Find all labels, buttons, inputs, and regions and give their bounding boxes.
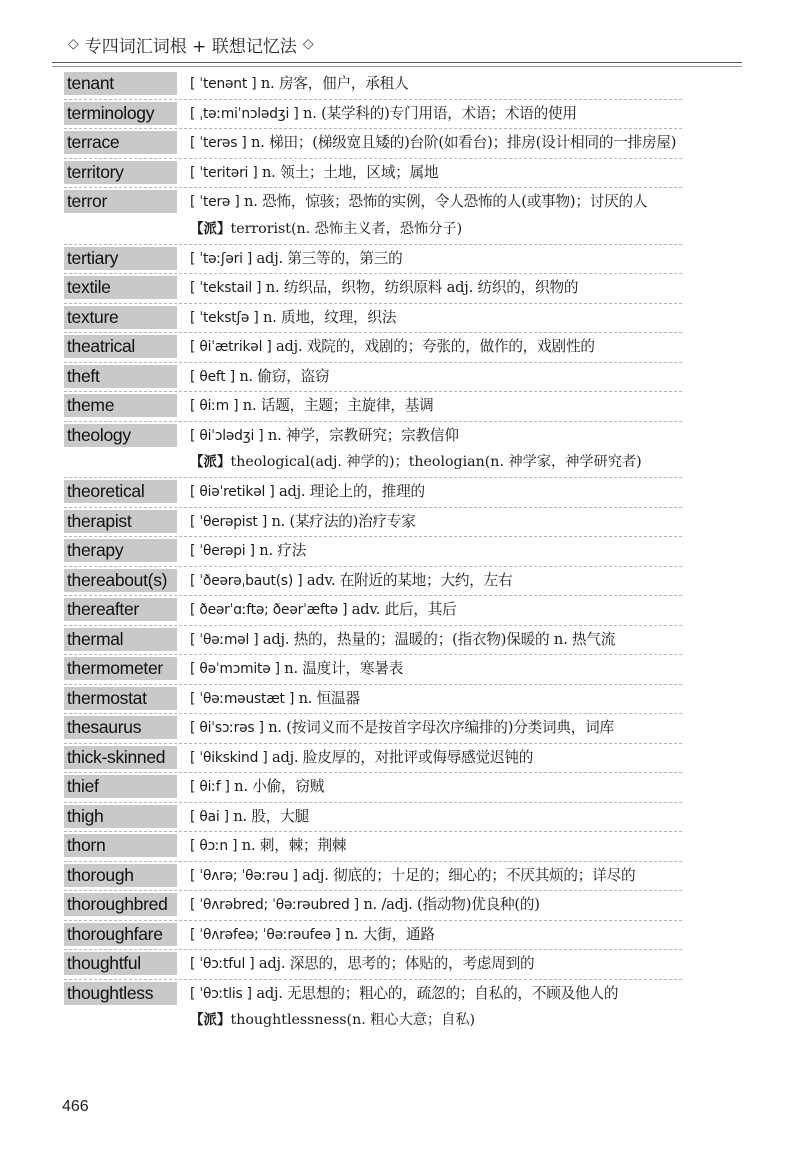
definition-text: n. 刺，棘；荆棘: [237, 837, 347, 854]
headword: thief: [64, 775, 177, 798]
definition-text: n. (某学科的)专门用语，术语；术语的使用: [298, 104, 577, 122]
definition-text: adj. 脸皮厚的，对批评或侮辱感觉迟钝的: [267, 748, 534, 766]
pronunciation: [ ˈtəːʃəri ]: [190, 250, 253, 267]
definition-text: adj. 第三等的，第三的: [252, 249, 403, 267]
definition: [190, 245, 682, 274]
headword: thereafter: [64, 598, 177, 621]
definition: [190, 100, 682, 129]
pronunciation: [ ˈtekstail ]: [190, 280, 262, 296]
definition-text: n. (按词义而不是按首字母次序编排的)分类词典，词库: [263, 719, 614, 736]
definition-text: adv. 此后，其后: [347, 601, 457, 618]
derivative-text: terrorist(n. 恐怖主义者，恐怖分子): [230, 220, 463, 237]
headword: thigh: [64, 805, 177, 828]
vocab-entry: [64, 773, 682, 803]
definition-text: n. 纺织品，织物，纺织原料 adj. 纺织的，织物的: [261, 279, 579, 296]
derivative-tag: 【派】: [190, 220, 231, 237]
vocab-entry: [64, 685, 682, 715]
definition: [190, 333, 682, 362]
pronunciation: [ ˈθɔːtlis ]: [190, 985, 252, 1002]
definition: [190, 921, 682, 950]
pronunciation: [ ˈθerəpi ]: [190, 543, 255, 559]
headword: terror: [64, 190, 177, 213]
vocab-entry: [64, 921, 682, 951]
definition: [190, 862, 682, 891]
headword: theme: [64, 394, 177, 417]
derivative-line: [190, 1008, 682, 1035]
definition: [190, 392, 682, 421]
vocab-entry: [64, 596, 682, 626]
headword: tertiary: [64, 247, 177, 270]
pronunciation: [ ˈθʌrəbred; ˈθəːrəubred ]: [190, 897, 359, 913]
pronunciation: [ ˈtekstʃə ]: [190, 309, 259, 326]
definition: [190, 188, 682, 217]
pronunciation: [ θɔːn ]: [190, 838, 238, 854]
derivative-text: theological(adj. 神学的)；theologian(n. 神学家，神学研究者): [230, 454, 642, 470]
headword: thoughtless: [64, 982, 177, 1005]
vocab-entry: [64, 803, 682, 833]
vocab-entry: [64, 862, 682, 892]
diamond-icon: ◇: [302, 36, 314, 52]
derivative-text: thoughtlessness(n. 粗心大意；自私): [230, 1012, 476, 1028]
definition: [190, 626, 682, 655]
pronunciation: [ θiˈætrikəl ]: [190, 339, 272, 355]
vocab-entry: [64, 392, 682, 422]
definition: [190, 714, 682, 743]
definition-text: n. 领土；土地，区域；属地: [257, 163, 439, 181]
headword: thoroughfare: [64, 923, 177, 946]
headword: thereabout(s): [64, 569, 177, 592]
pronunciation: [ θiːm ]: [190, 398, 239, 414]
pronunciation: [ ˈterə ]: [190, 194, 240, 210]
headword: theology: [64, 424, 177, 447]
pronunciation: [ ˈθɔːtful ]: [190, 956, 255, 972]
headword: territory: [64, 161, 177, 184]
vocab-entry: [64, 832, 682, 862]
definition: [190, 744, 682, 773]
definition: [190, 508, 682, 537]
pronunciation: [ θiˈsɔːrəs ]: [190, 720, 264, 736]
vocab-entry: [64, 537, 682, 567]
page-header: [62, 31, 742, 57]
vocab-entry: [64, 980, 682, 1036]
vocabulary-list: [64, 70, 682, 1035]
vocab-entry: [64, 188, 682, 245]
headword: textile: [64, 276, 177, 299]
vocab-entry: [64, 70, 682, 100]
definition-text: n. 温度计，寒暑表: [279, 660, 404, 677]
vocab-entry: [64, 159, 682, 189]
pronunciation: [ ˈðeərəˌbaut(s) ]: [190, 572, 303, 589]
definition-text: n. (某疗法的)治疗专家: [267, 512, 416, 530]
headword: tenant: [64, 72, 177, 95]
pronunciation: [ θeft ]: [190, 368, 235, 385]
vocab-entry: [64, 626, 682, 656]
headword: thesaurus: [64, 716, 177, 739]
definition-text: adj. 理论上的，推理的: [274, 483, 425, 500]
headword: terminology: [64, 102, 177, 125]
definition-text: n. 话题，主题；主旋律，基调: [238, 397, 434, 414]
vocab-entry: [64, 950, 682, 980]
header-rule: [52, 62, 742, 63]
definition: [190, 773, 682, 802]
definition-text: adj. 热的，热量的；温暖的；(指衣物)保暖的 n. 热气流: [258, 630, 616, 648]
headword: thoroughbred: [64, 893, 177, 916]
pronunciation: [ θiˈɔlədʒi ]: [190, 427, 264, 444]
definition: [190, 274, 682, 303]
definition-text: n. 神学，宗教研究；宗教信仰: [263, 426, 459, 444]
vocab-entry: [64, 333, 682, 363]
derivative-line: [190, 217, 682, 244]
definition: [190, 685, 682, 714]
vocab-entry: [64, 714, 682, 744]
vocab-entry: [64, 655, 682, 685]
definition-text: n. 小偷，窃贼: [229, 778, 325, 795]
definition-text: n. 大街，通路: [340, 925, 435, 943]
pronunciation: [ ˈθʌrə; ˈθəːrəu ]: [190, 867, 298, 884]
definition-text: n. 恒温器: [294, 689, 360, 707]
headword: theft: [64, 365, 177, 388]
headword: thorough: [64, 864, 177, 887]
book-title: 专四词汇词根 + 联想记忆法: [84, 36, 297, 57]
definition-text: n. /adj. (指动物)优良种(的): [358, 896, 540, 913]
definition: [190, 70, 682, 99]
headword: thermometer: [64, 657, 177, 680]
definition: [190, 950, 682, 979]
pronunciation: [ θiəˈretikəl ]: [190, 484, 275, 500]
headword: therapy: [64, 539, 177, 562]
definition-text: n. 疗法: [254, 542, 307, 559]
definition-text: n. 恐怖，惊骇；恐怖的实例，令人恐怖的人(或事物)；讨厌的人: [239, 193, 648, 210]
headword: thoughtful: [64, 952, 177, 975]
pronunciation: [ ðeərˈɑːftə; ðeərˈæftə ]: [190, 602, 348, 618]
definition: [190, 422, 682, 451]
derivative-line: [190, 450, 682, 477]
headword: thermostat: [64, 687, 177, 710]
vocab-entry: [64, 363, 682, 393]
pronunciation: [ ˈθəːməl ]: [190, 631, 259, 648]
pronunciation: [ ˈθʌrəfeə; ˈθəːrəufeə ]: [190, 926, 341, 943]
header-rule-thin: [52, 66, 742, 67]
headword: thorn: [64, 834, 177, 857]
derivative-tag: 【派】: [190, 1012, 231, 1028]
pronunciation: [ ˈθəːməustæt ]: [190, 690, 295, 707]
pronunciation: [ ˈtenənt ]: [190, 76, 257, 92]
headword: texture: [64, 306, 177, 329]
vocab-entry: [64, 567, 682, 597]
definition: [190, 596, 682, 625]
vocab-entry: [64, 274, 682, 304]
definition: [190, 655, 682, 684]
definition-text: adj. 无思想的；粗心的，疏忽的；自私的，不顾及他人的: [251, 984, 619, 1002]
definition: [190, 363, 682, 392]
definition: [190, 567, 682, 596]
definition: [190, 304, 682, 333]
pronunciation: [ ˌtəːmiˈnɔlədʒi ]: [190, 105, 299, 122]
headword: theoretical: [64, 480, 177, 503]
vocab-entry: [64, 744, 682, 774]
vocab-entry: [64, 304, 682, 334]
pronunciation: [ θəˈmɔmitə ]: [190, 661, 280, 677]
headword: thermal: [64, 628, 177, 651]
pronunciation: [ ˈθikskind ]: [190, 749, 268, 766]
headword: theatrical: [64, 335, 177, 358]
diamond-icon: ◇: [68, 36, 79, 52]
definition-text: adv. 在附近的某地；大约，左右: [302, 571, 513, 589]
vocab-entry: [64, 129, 682, 159]
definition-text: n. 房客，佃户，承租人: [256, 75, 409, 92]
definition: [190, 832, 682, 861]
definition-text: adj. 深思的，思考的；体贴的，考虑周到的: [254, 955, 535, 972]
vocab-entry: [64, 891, 682, 921]
headword: thick-skinned: [64, 746, 177, 769]
pronunciation: [ ˈteritəri ]: [190, 164, 258, 181]
definition: [190, 159, 682, 188]
definition: [190, 129, 682, 158]
vocab-entry: [64, 508, 682, 538]
pronunciation: [ θai ]: [190, 808, 229, 825]
definition: [190, 537, 682, 566]
definition: [190, 478, 682, 507]
definition-text: n. 梯田；(梯级宽且矮的)台阶(如看台)；排房(设计相同的一排房屋): [246, 134, 677, 151]
pronunciation: [ θiːf ]: [190, 779, 230, 795]
definition-text: n. 偷窃，盗窃: [234, 367, 330, 385]
definition-text: adj. 彻底的；十足的；细心的；不厌其烦的；详尽的: [297, 866, 636, 884]
vocab-entry: [64, 478, 682, 508]
definition: [190, 803, 682, 832]
definition-text: n. 质地，纹理，织法: [258, 308, 397, 326]
page-number: 466: [62, 1098, 89, 1115]
derivative-tag: 【派】: [190, 454, 231, 470]
definition-text: adj. 戏院的，戏剧的；夸张的，做作的，戏剧性的: [271, 338, 595, 355]
pronunciation: [ ˈterəs ]: [190, 135, 247, 151]
headword: terrace: [64, 131, 177, 154]
definition: [190, 891, 682, 920]
definition-text: n. 股，大腿: [228, 807, 309, 825]
vocab-entry: [64, 422, 682, 479]
pronunciation: [ ˈθerəpist ]: [190, 513, 268, 530]
definition: [190, 980, 682, 1009]
vocab-entry: [64, 100, 682, 130]
vocab-entry: [64, 245, 682, 275]
headword: therapist: [64, 510, 177, 533]
